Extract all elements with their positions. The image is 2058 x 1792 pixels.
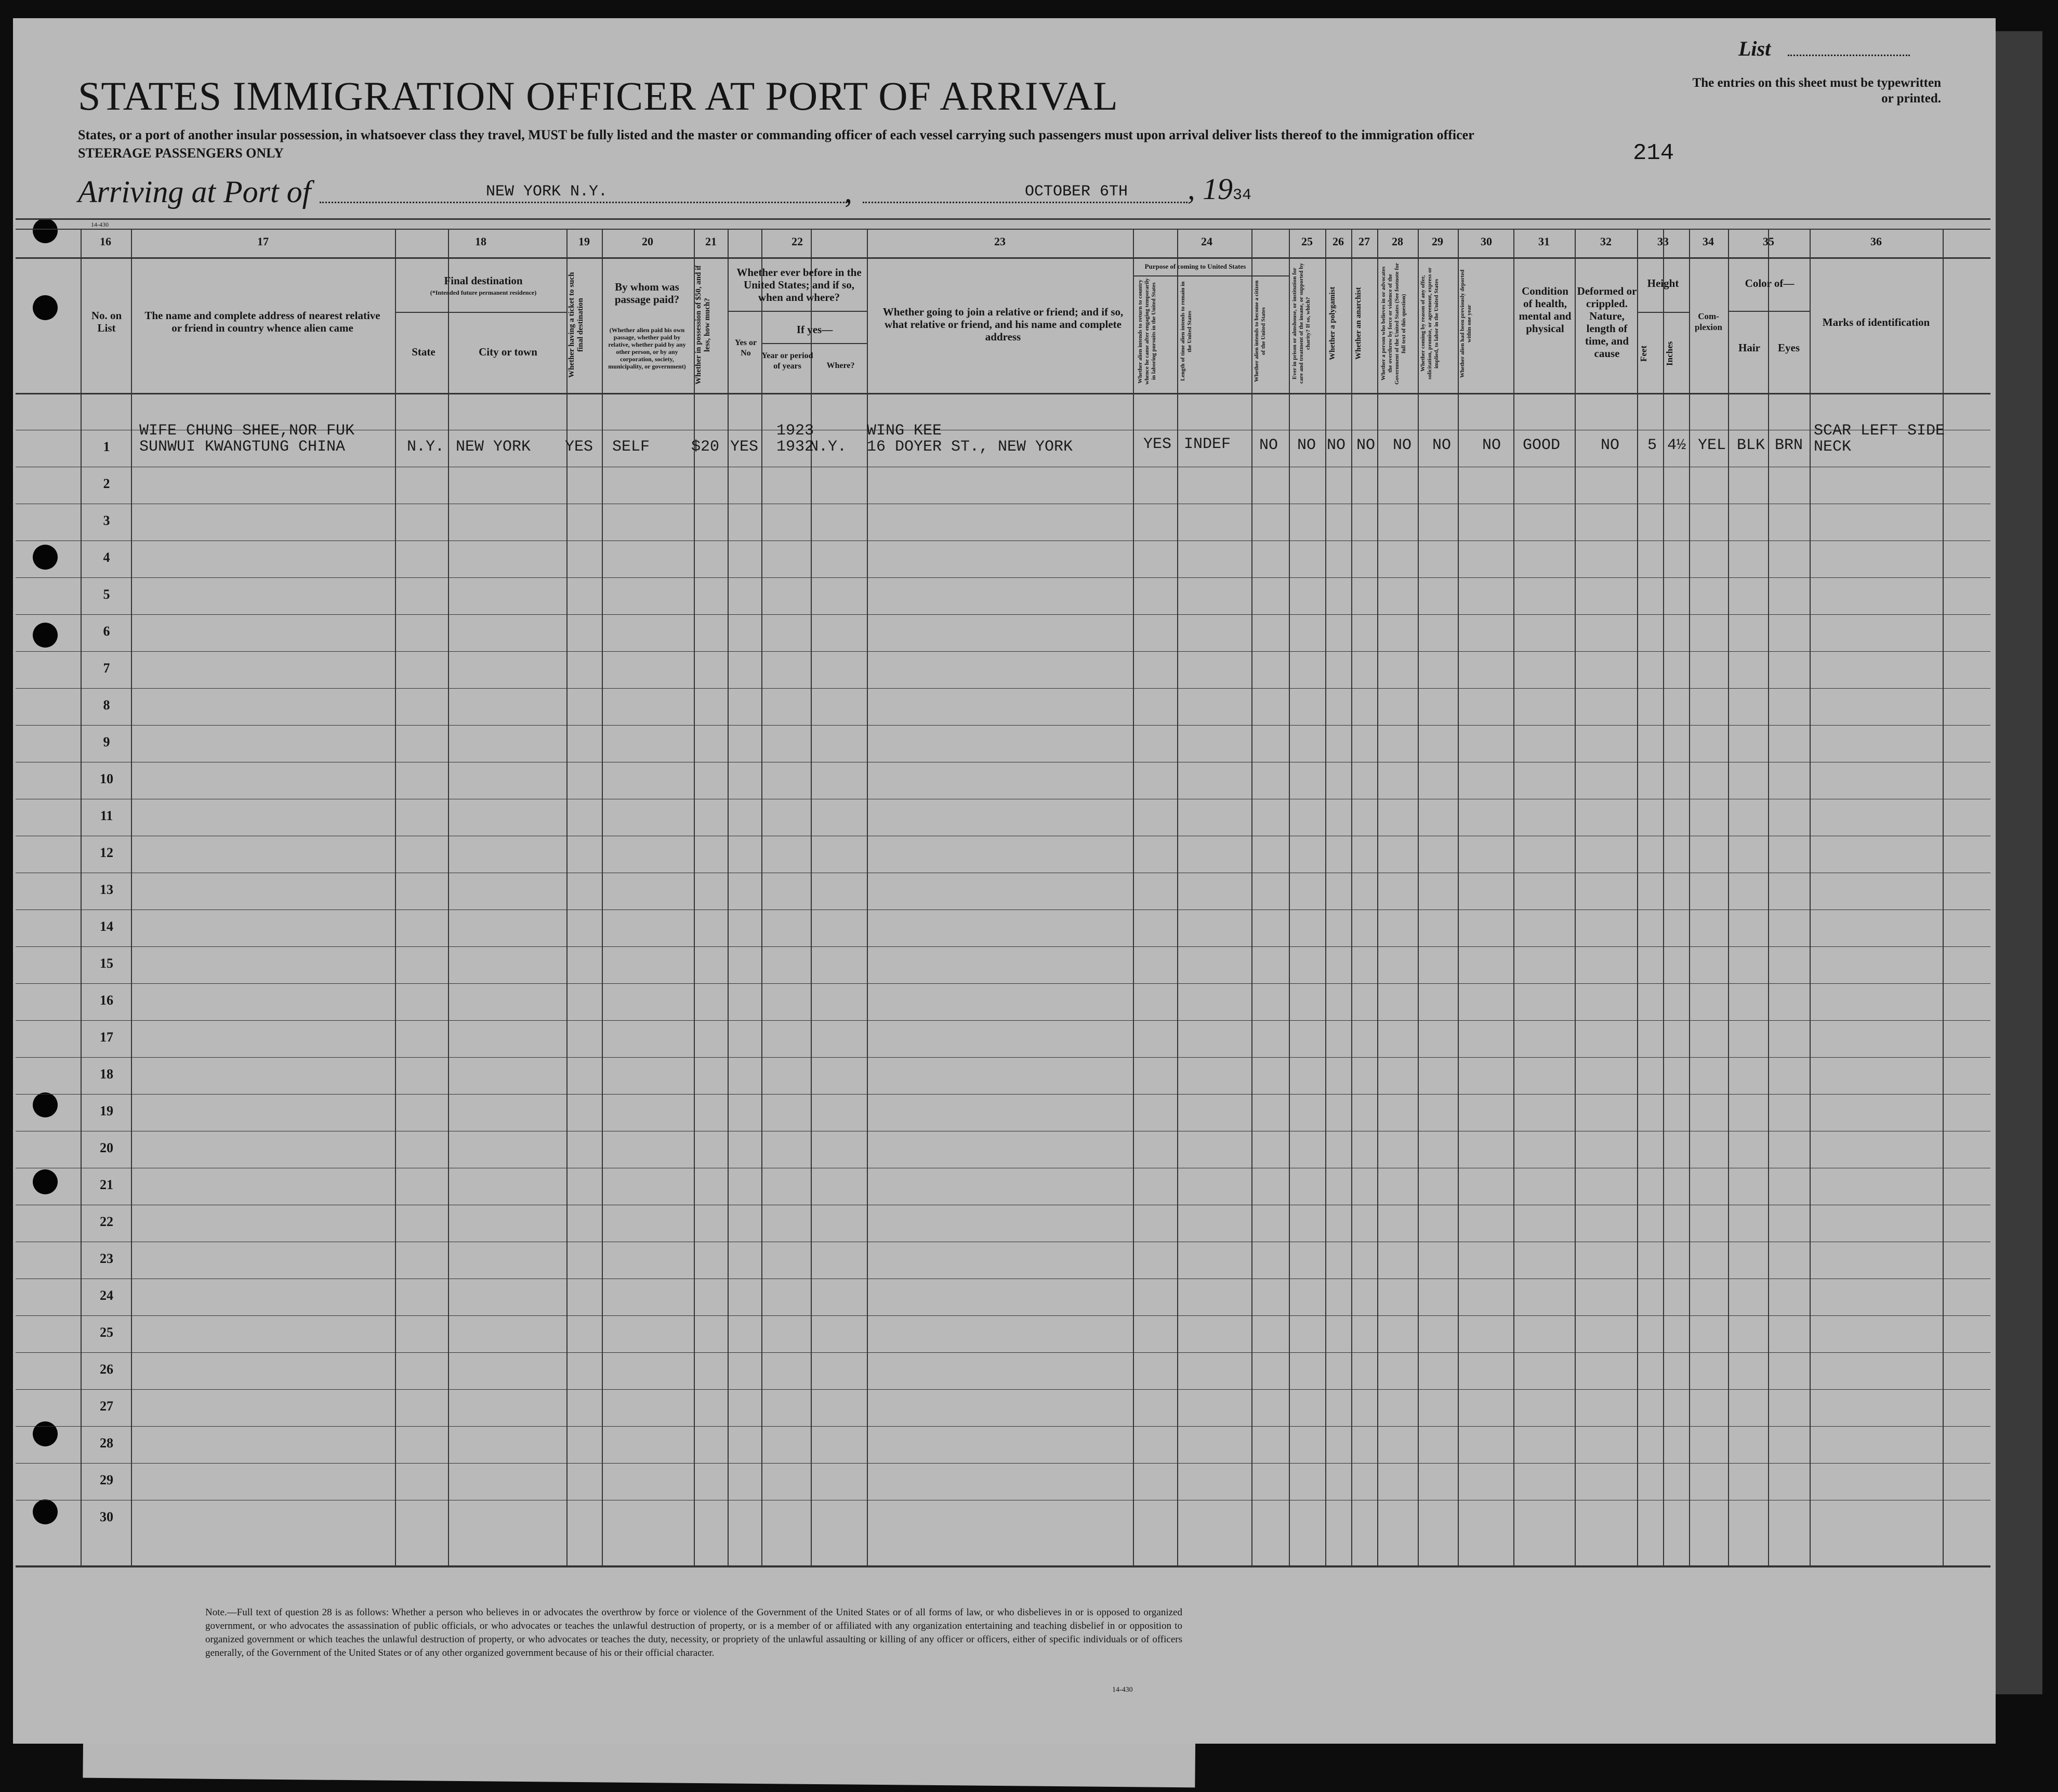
column-number: 33	[1657, 235, 1669, 248]
entry-anarchist: NO	[1356, 437, 1376, 454]
header-money: Whether in possession of $50, and if less, how much?	[694, 265, 711, 385]
grid-line	[16, 218, 1990, 220]
row-number: 23	[100, 1251, 113, 1266]
list-label: List	[1738, 37, 1771, 60]
entry-contract: NO	[1432, 437, 1452, 454]
header-final-destination: Final destination	[444, 274, 523, 287]
row-line	[16, 1352, 1990, 1353]
column-number: 28	[1392, 235, 1403, 248]
row-number: 14	[100, 919, 113, 934]
column-number: 19	[578, 235, 590, 248]
column-line	[1637, 229, 1638, 1565]
column-number: 23	[994, 235, 1006, 248]
row-number: 15	[100, 956, 113, 971]
column-line	[1418, 229, 1419, 1565]
footnote: Note.—Full text of question 28 is as follows: Whether a person who believes in or advocates the overthrow by force or violence of the Government of the United States or of all forms of law, or who disbelieves in or is opposed to organized government, or who advocates the assassination of public officials, or who advocates or teaches the unlawful destruction of property, or is a member of or affiliated with any organization entertaining and teaching disbelief in or opposition to organized government or which teaches the unlawful destruction of property, or who advocates or teaches the duty, necessity, or propriety of the unlawful assaulting or killing of any officer or officers, either of specific individuals or of officers generally, of the Government of the United States or of any other organized government because of his or their official character.	[205, 1607, 1182, 1658]
page-title: STATES IMMIGRATION OFFICER AT PORT OF ARRIVAL	[78, 73, 1118, 118]
entry-eyes: BRN	[1775, 437, 1803, 454]
row-line	[16, 983, 1990, 984]
punch-hole	[33, 545, 58, 570]
column-number: 32	[1600, 235, 1612, 248]
entry-passage: SELF	[612, 438, 650, 456]
column-line	[761, 229, 762, 1565]
entry-ticket: YES	[565, 438, 593, 456]
entry-marks-line1: SCAR LEFT SIDE	[1814, 422, 1945, 440]
header-contract: Whether coming by reason of any offer, solicitation, promise, or agreement, express or implied, to labor in the United States	[1420, 267, 1440, 380]
row-line	[16, 1463, 1990, 1464]
grid-line	[1133, 275, 1289, 276]
entry-join-line1: WING KEE	[867, 422, 942, 440]
header-city: City or town	[479, 346, 537, 358]
punch-hole	[33, 1421, 58, 1446]
column-line	[1351, 229, 1352, 1565]
date-blank-line	[863, 202, 1188, 203]
header-if-yes: If yes—	[796, 323, 833, 336]
grid-line	[1637, 312, 1689, 313]
header-color-of: Color of—	[1745, 277, 1795, 289]
grid-line	[1728, 311, 1810, 312]
grid-line	[728, 311, 867, 312]
grid-line	[395, 312, 566, 313]
column-number: 35	[1763, 235, 1774, 248]
column-number: 21	[705, 235, 717, 248]
row-line	[16, 946, 1990, 947]
header-prison: Ever in prison or almshouse, or institution for care and treatment of the insane, or supported by charity? If so, which?	[1291, 263, 1311, 384]
row-number: 11	[100, 808, 113, 823]
year-suffix: 34	[1233, 187, 1252, 204]
column-line	[1325, 229, 1326, 1565]
row-line	[16, 1020, 1990, 1021]
header-where: Where?	[826, 361, 855, 370]
row-number: 25	[100, 1325, 113, 1340]
grid-line	[761, 343, 867, 344]
column-number: 22	[791, 235, 803, 248]
punch-hole	[33, 218, 58, 243]
entry-city: NEW YORK	[456, 438, 531, 456]
year-prefix: 19	[1203, 172, 1233, 206]
comma: ,	[845, 175, 852, 209]
row-number: 24	[100, 1288, 113, 1303]
header-purpose-return: Whether alien intends to return to country whence he came after engaging temporarily in laboring pursuits in the United States	[1137, 278, 1157, 385]
header-overthrow: Whether a person who believes in or advocates the overthrow by force or violence of the Government of the United States (See footnote for full text of this question)	[1380, 262, 1407, 385]
entry-join-line2: 16 DOYER ST., NEW YORK	[867, 438, 1073, 456]
grid-line	[16, 393, 1990, 394]
punch-hole	[33, 1169, 58, 1194]
header-no-on-list: No. on List	[91, 309, 122, 334]
column-line	[694, 229, 695, 1565]
row-number: 19	[100, 1103, 113, 1118]
arriving-label: Arriving at Port of	[78, 175, 311, 209]
form-number: 14-430	[1112, 1686, 1133, 1694]
column-line	[1575, 229, 1576, 1565]
port-value: NEW YORK N.Y.	[486, 183, 608, 201]
column-line	[448, 229, 449, 1565]
row-number: 3	[103, 513, 110, 528]
year-value: , 1934	[1188, 172, 1252, 206]
column-line	[1251, 229, 1252, 1565]
column-line	[566, 229, 568, 1565]
header-state: State	[412, 346, 436, 358]
row-number: 8	[103, 697, 110, 713]
grid-line	[16, 1565, 1990, 1567]
header-purpose-length: Length of time alien intends to remain in the United States	[1180, 281, 1193, 381]
entries-note: The entries on this sheet must be typewritten or printed.	[1692, 76, 1941, 106]
header-marks: Marks of identification	[1822, 316, 1930, 328]
header-purpose-citizen: Whether alien intends to become a citizen of the United States	[1254, 280, 1267, 383]
instructions-text: States, or a port of another insular possession, in whatsoever class they travel, MUST be fully listed and the master or commanding officer of each vessel carrying such passengers must upon arrival deliver lists thereof to the immigration officer	[78, 127, 1474, 142]
entry-feet: 5	[1647, 437, 1657, 454]
column-line	[1377, 229, 1378, 1565]
row-line	[16, 614, 1990, 615]
punch-hole	[33, 295, 58, 320]
column-line	[1177, 229, 1178, 1565]
row-line	[16, 688, 1990, 689]
column-number: 30	[1481, 235, 1492, 248]
row-line	[16, 1389, 1990, 1390]
manifest-sheet	[13, 18, 1996, 1744]
row-number: 7	[103, 661, 110, 676]
column-line	[1513, 229, 1514, 1565]
column-line	[1689, 229, 1690, 1565]
header-nearest-relative: The name and complete address of nearest relative or friend in country whence alien came	[144, 309, 380, 334]
entry-marks-line2: NECK	[1814, 438, 1852, 456]
header-inches: Inches	[1665, 341, 1674, 366]
entry-deformed: NO	[1601, 437, 1620, 454]
entry-return: YES	[1143, 436, 1172, 453]
row-number: 29	[100, 1472, 113, 1487]
punch-hole	[33, 1499, 58, 1524]
row-line	[16, 577, 1990, 578]
row-number: 22	[100, 1214, 113, 1229]
row-number: 5	[103, 587, 110, 602]
row-number: 21	[100, 1177, 113, 1192]
steerage-label: STEERAGE PASSENGERS ONLY	[78, 146, 284, 161]
row-number: 4	[103, 550, 110, 565]
header-purpose: Purpose of coming to United States	[1144, 262, 1246, 270]
port-blank-line	[320, 202, 847, 203]
column-number: 34	[1703, 235, 1714, 248]
grid-line	[16, 257, 1990, 259]
column-line	[1458, 229, 1459, 1565]
column-number: 36	[1870, 235, 1882, 248]
row-number: 6	[103, 624, 110, 639]
entry-relative-line1: WIFE CHUNG SHEE,NOR FUK	[139, 422, 355, 440]
row-number: 1	[103, 439, 110, 454]
column-line	[1289, 229, 1290, 1565]
row-number: 13	[100, 882, 113, 897]
entry-money: $20	[691, 438, 720, 456]
column-number: 18	[475, 235, 486, 248]
header-year-period: Year or period of years	[761, 351, 813, 371]
date-value: OCTOBER 6TH	[1025, 183, 1128, 201]
column-number: 24	[1201, 235, 1212, 248]
entry-prison: NO	[1297, 437, 1316, 454]
header-join-relative: Whether going to join a relative or friend; and if so, what relative or friend, and his name and complete address	[882, 306, 1124, 343]
header-height: Height	[1647, 277, 1679, 289]
header-deported: Whether alien had been previously deported within one year	[1459, 269, 1472, 378]
header-passage-note: (Whether alien paid his own passage, whether paid by relative, whether paid by any other person, or by any corporation, society, municipality, or government)	[608, 326, 686, 370]
entry-deported: NO	[1482, 437, 1501, 454]
column-line	[728, 229, 729, 1565]
row-number: 26	[100, 1362, 113, 1377]
header-ticket: Whether having a ticket to such final destination	[568, 272, 585, 378]
row-number: 12	[100, 845, 113, 860]
column-number: 20	[642, 235, 653, 248]
entry-health: GOOD	[1523, 437, 1561, 454]
entry-inches: 4½	[1667, 437, 1686, 454]
entry-polygamist: NO	[1327, 437, 1346, 454]
column-number: 25	[1301, 235, 1313, 248]
column-line	[1768, 229, 1769, 1565]
header-anarchist: Whether an anarchist	[1354, 287, 1363, 360]
header-deformed: Deformed or crippled. Nature, length of time, and cause	[1577, 285, 1637, 360]
punch-hole	[33, 623, 58, 648]
row-line	[16, 651, 1990, 652]
entry-before: YES	[730, 438, 759, 456]
header-final-destination-note: (*Intended future permanent residence)	[430, 289, 537, 296]
header-complexion: Com- plexion	[1695, 311, 1722, 332]
header-eyes: Eyes	[1778, 341, 1800, 354]
column-line	[1810, 229, 1811, 1565]
row-line	[16, 1094, 1990, 1095]
row-number: 30	[100, 1509, 113, 1524]
entry-citizen: NO	[1259, 437, 1278, 454]
row-number: 28	[100, 1435, 113, 1451]
grid-line	[16, 229, 1990, 230]
row-number: 27	[100, 1399, 113, 1414]
column-number: 16	[100, 235, 111, 248]
row-number: 18	[100, 1066, 113, 1082]
entry-where: N.Y.	[809, 438, 847, 456]
entry-relative-line2: SUNWUI KWANGTUNG CHINA	[139, 438, 346, 456]
row-line	[16, 1057, 1990, 1058]
column-number: 29	[1432, 235, 1443, 248]
header-before-us: Whether ever before in the United States; and if so, when and where?	[736, 266, 862, 304]
row-number: 17	[100, 1030, 113, 1045]
entry-year2: 1932	[776, 438, 814, 456]
column-line	[602, 229, 603, 1565]
header-passage: By whom was passage paid?	[614, 281, 680, 306]
row-line	[16, 725, 1990, 726]
header-yes-no: Yes or No	[734, 338, 757, 358]
row-line	[16, 1315, 1990, 1316]
column-number: 17	[257, 235, 269, 248]
header-condition: Condition of health, mental and physical	[1519, 285, 1572, 335]
entry-year1: 1923	[776, 422, 814, 440]
header-polygamist: Whether a polygamist	[1328, 286, 1337, 361]
entry-state: N.Y.	[407, 438, 445, 456]
entry-length: INDEF	[1184, 436, 1231, 453]
column-line	[1133, 229, 1134, 1565]
row-number: 20	[100, 1140, 113, 1155]
row-number: 16	[100, 993, 113, 1008]
column-line	[131, 229, 132, 1565]
column-line	[1663, 229, 1664, 1565]
column-line	[395, 229, 396, 1565]
entry-overthrow: NO	[1393, 437, 1412, 454]
column-number: 26	[1333, 235, 1344, 248]
row-number: 10	[100, 771, 113, 786]
column-line	[81, 229, 82, 1565]
row-line	[16, 1426, 1990, 1427]
column-number: 31	[1538, 235, 1550, 248]
entry-hair: BLK	[1737, 437, 1765, 454]
header-feet: Feet	[1639, 345, 1648, 362]
row-number: 2	[103, 476, 110, 491]
entry-complexion: YEL	[1698, 437, 1726, 454]
column-line	[1728, 229, 1729, 1565]
list-number: 214	[1633, 140, 1674, 166]
list-blank-line	[1788, 55, 1910, 56]
header-hair: Hair	[1738, 341, 1760, 354]
column-number: 27	[1358, 235, 1370, 248]
row-number: 9	[103, 734, 110, 749]
form-small-number: 14-430	[91, 221, 109, 228]
punch-hole	[33, 1092, 58, 1117]
